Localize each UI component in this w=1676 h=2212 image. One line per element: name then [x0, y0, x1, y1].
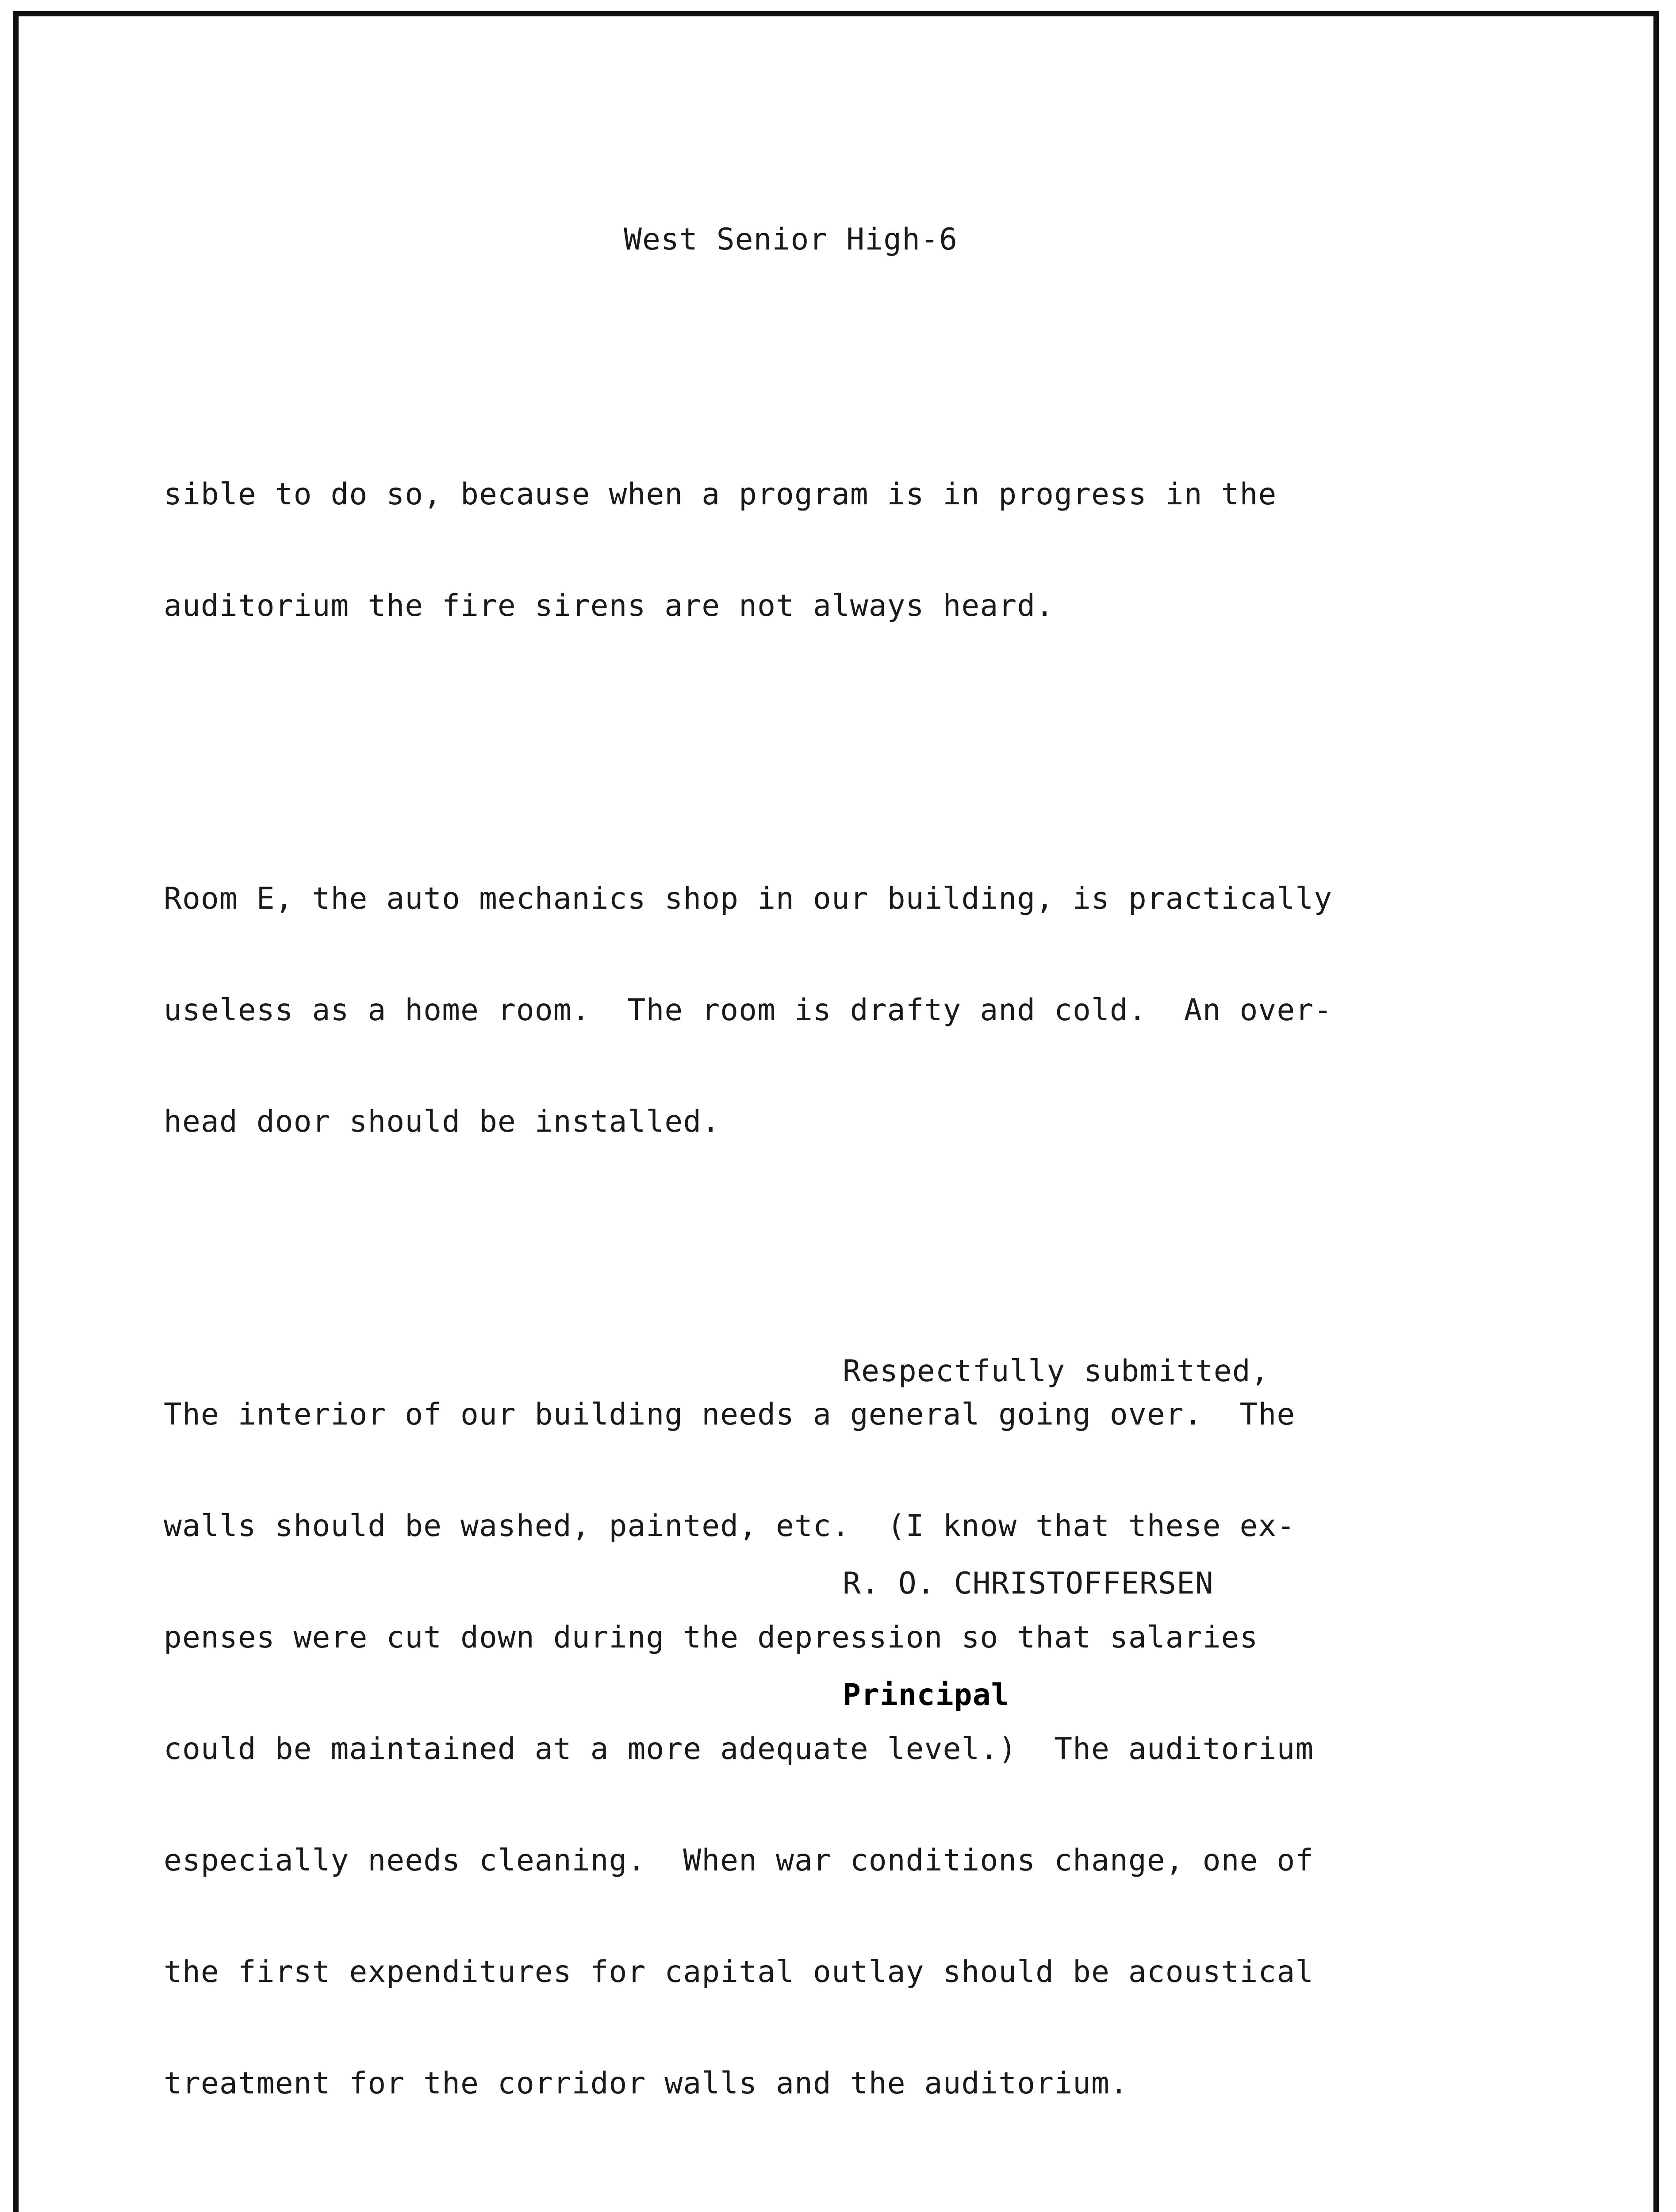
text-line: penses were cut down during the depression so that salaries: [164, 1620, 1258, 1655]
text-line: could be maintained at a more adequate level.) The auditorium: [164, 1732, 1314, 1767]
signature-gap: [843, 1464, 1550, 1491]
paragraph-sirens: [164, 402, 1557, 699]
running-header: West Senior High-6: [624, 222, 958, 257]
text-line: the first expenditures for capital outlay should be acoustical: [164, 1955, 1314, 1989]
text-line: auditorium the fire sirens are not always heard.: [164, 588, 1055, 623]
text-line: Room E, the auto mechanics shop in our building, is practically: [164, 881, 1333, 916]
text-line: walls should be washed, painted, etc. (I know that these ex-: [164, 1509, 1296, 1544]
text-line: sible to do so, because when a program is in progress in the: [164, 477, 1277, 512]
text-line: head door should be installed.: [164, 1104, 721, 1139]
text-line: The interior of our building needs a general going over. The: [164, 1397, 1296, 1432]
text-line: treatment for the corridor walls and the auditorium.: [164, 2066, 1128, 2101]
signature-block: [843, 1279, 1550, 1751]
letter-body: [164, 327, 1557, 2212]
text-line: useless as a home room. The room is drafty and cold. An over-: [164, 993, 1333, 1028]
paragraph-room-e: [164, 806, 1557, 1215]
signer-name: R. O. CHRISTOFFERSEN: [843, 1566, 1214, 1601]
valediction: Respectfully submitted,: [843, 1354, 1269, 1389]
signer-title: Principal: [843, 1678, 1010, 1713]
text-line: especially needs cleaning. When war conditions change, one of: [164, 1843, 1314, 1878]
